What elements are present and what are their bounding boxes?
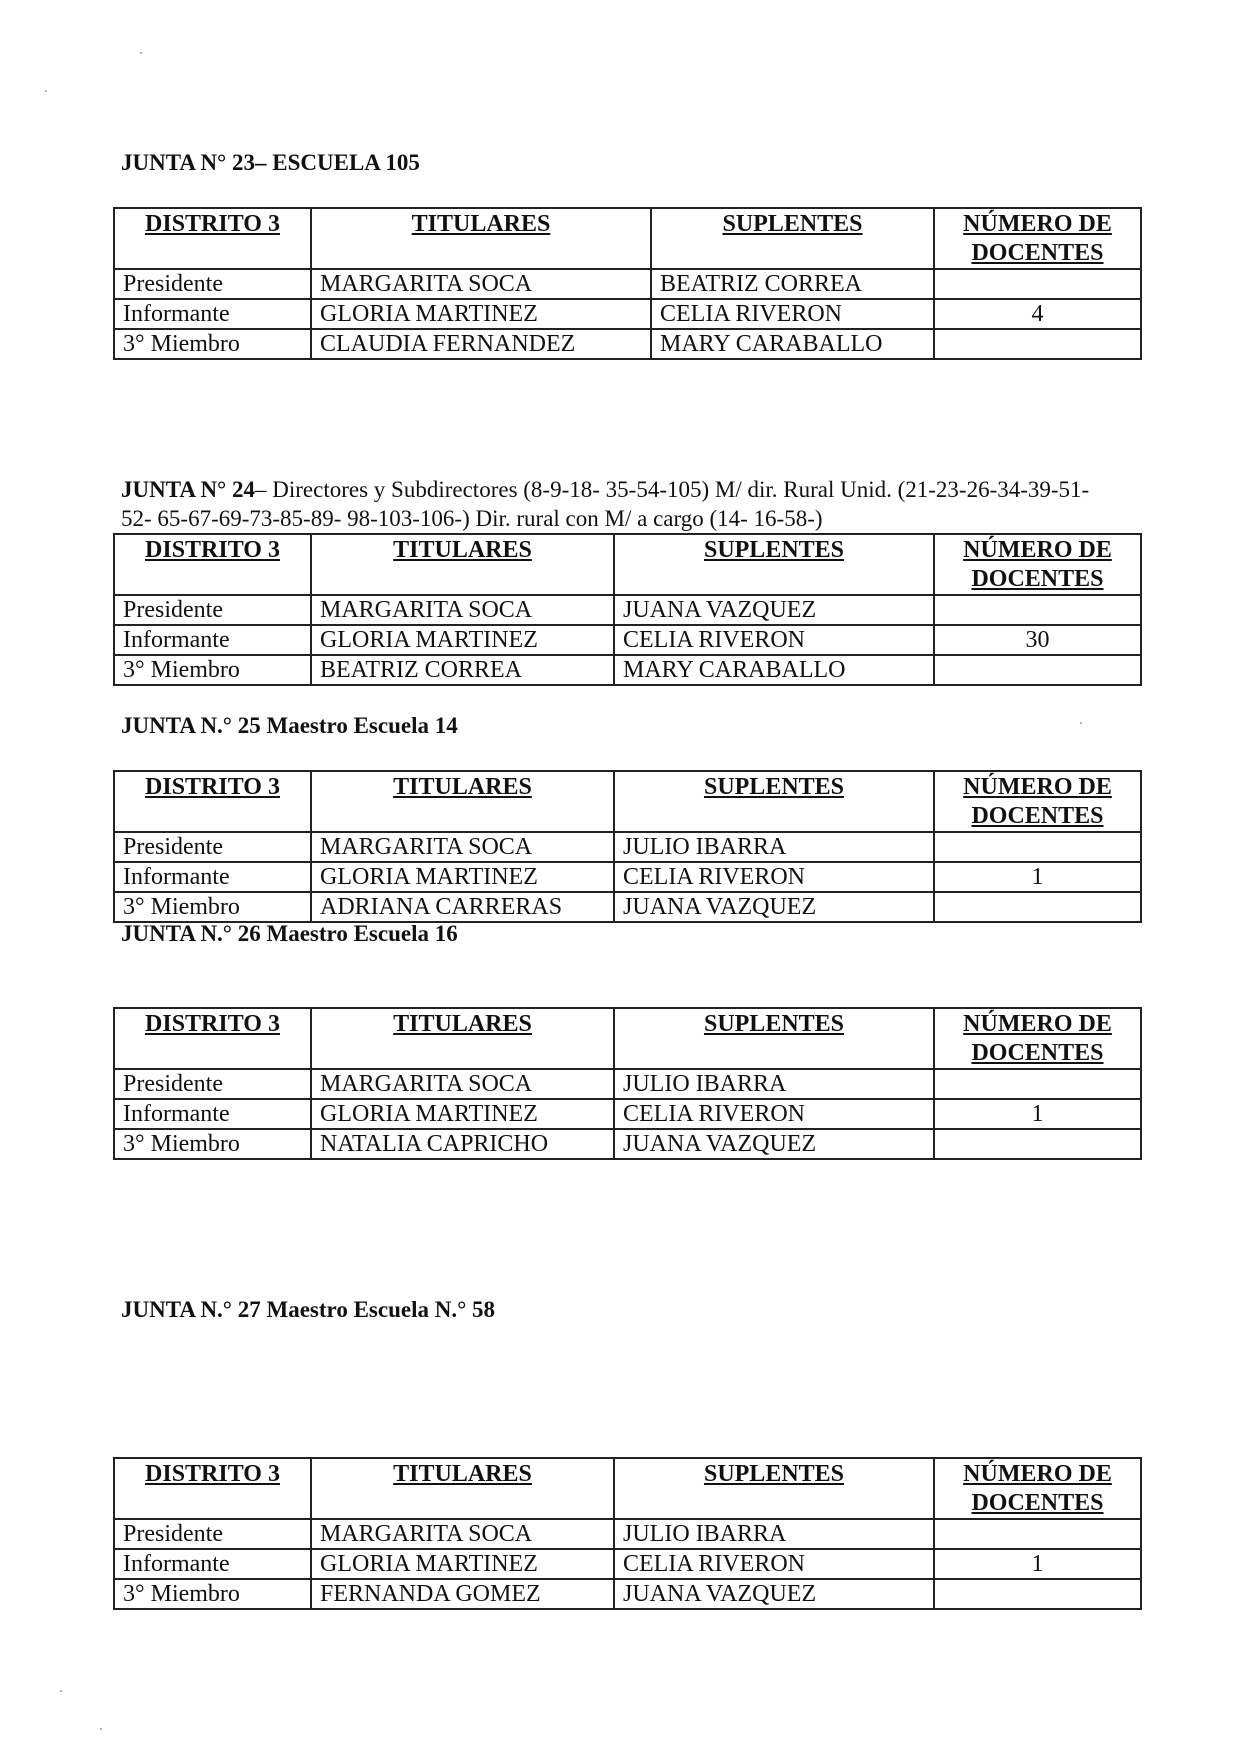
table-row <box>114 595 1141 625</box>
suplente-cell: CELIA RIVERON <box>614 1549 934 1579</box>
table-header-row <box>114 1008 1141 1069</box>
header-suplentes: SUPLENTES <box>614 534 934 595</box>
docentes-cell <box>934 892 1141 922</box>
junta-25-table <box>113 770 1142 923</box>
role-cell: Informante <box>114 862 311 892</box>
titular-cell: MARGARITA SOCA <box>311 1519 614 1549</box>
role-cell: Presidente <box>114 832 311 862</box>
header-titulares: TITULARES <box>311 1458 614 1519</box>
role-cell: Informante <box>114 1549 311 1579</box>
docentes-cell: 4 <box>934 299 1141 329</box>
docentes-cell <box>934 1519 1141 1549</box>
header-titulares: TITULARES <box>311 534 614 595</box>
junta-27-table <box>113 1457 1142 1610</box>
header-suplentes: SUPLENTES <box>614 771 934 832</box>
docentes-cell: 1 <box>934 1099 1141 1129</box>
table-header-row <box>114 771 1141 832</box>
junta-27-title-bold: JUNTA N.° 27 Maestro Escuela N.° 58 <box>121 1297 496 1322</box>
titular-cell: MARGARITA SOCA <box>311 1069 614 1099</box>
suplente-cell: CELIA RIVERON <box>651 299 934 329</box>
header-suplentes: SUPLENTES <box>614 1458 934 1519</box>
junta-27-title <box>121 1295 1121 1325</box>
suplente-cell: JUANA VAZQUEZ <box>614 1129 934 1159</box>
scan-speck <box>140 52 142 54</box>
table-row <box>114 1579 1141 1609</box>
suplente-cell: JUANA VAZQUEZ <box>614 1579 934 1609</box>
docentes-cell <box>934 1579 1141 1609</box>
junta-26-title <box>121 919 1121 949</box>
header-distrito: DISTRITO 3 <box>114 208 311 269</box>
role-cell: 3° Miembro <box>114 329 311 359</box>
role-cell: 3° Miembro <box>114 655 311 685</box>
table-header-row <box>114 534 1141 595</box>
table-row <box>114 1129 1141 1159</box>
table-row <box>114 1519 1141 1549</box>
role-cell: 3° Miembro <box>114 1129 311 1159</box>
table-row <box>114 625 1141 655</box>
titular-cell: CLAUDIA FERNANDEZ <box>311 329 651 359</box>
header-docentes: NÚMERO DE DOCENTES <box>934 1458 1141 1519</box>
scan-speck <box>1080 722 1082 724</box>
header-suplentes: SUPLENTES <box>614 1008 934 1069</box>
header-titulares: TITULARES <box>311 771 614 832</box>
suplente-cell: BEATRIZ CORREA <box>651 269 934 299</box>
junta-24-title <box>121 475 1121 533</box>
titular-cell: GLORIA MARTINEZ <box>311 625 614 655</box>
suplente-cell: MARY CARABALLO <box>614 655 934 685</box>
header-distrito: DISTRITO 3 <box>114 534 311 595</box>
header-distrito: DISTRITO 3 <box>114 1458 311 1519</box>
junta-25-title <box>121 711 1121 741</box>
titular-cell: GLORIA MARTINEZ <box>311 1549 614 1579</box>
table-row <box>114 892 1141 922</box>
titular-cell: GLORIA MARTINEZ <box>311 299 651 329</box>
suplente-cell: CELIA RIVERON <box>614 862 934 892</box>
titular-cell: GLORIA MARTINEZ <box>311 1099 614 1129</box>
role-cell: Informante <box>114 299 311 329</box>
role-cell: Presidente <box>114 269 311 299</box>
table-header-row <box>114 208 1141 269</box>
header-docentes: NÚMERO DE DOCENTES <box>934 534 1141 595</box>
scan-speck <box>100 1728 102 1730</box>
docentes-cell: 1 <box>934 1549 1141 1579</box>
scan-speck <box>45 90 47 92</box>
junta-26-title-bold: JUNTA N.° 26 Maestro Escuela 16 <box>121 921 458 946</box>
docentes-cell <box>934 329 1141 359</box>
table-row <box>114 1549 1141 1579</box>
suplente-cell: JULIO IBARRA <box>614 1519 934 1549</box>
titular-cell: MARGARITA SOCA <box>311 832 614 862</box>
header-docentes: NÚMERO DE DOCENTES <box>934 1008 1141 1069</box>
junta-23-title-bold: JUNTA N° 23– ESCUELA 105 <box>121 150 420 175</box>
table-row <box>114 269 1141 299</box>
titular-cell: ADRIANA CARRERAS <box>311 892 614 922</box>
docentes-cell <box>934 1129 1141 1159</box>
table-row <box>114 655 1141 685</box>
titular-cell: GLORIA MARTINEZ <box>311 862 614 892</box>
table-row <box>114 1099 1141 1129</box>
suplente-cell: CELIA RIVERON <box>614 625 934 655</box>
header-distrito: DISTRITO 3 <box>114 1008 311 1069</box>
table-row <box>114 832 1141 862</box>
junta-24-table <box>113 533 1142 686</box>
docentes-cell <box>934 1069 1141 1099</box>
header-suplentes: SUPLENTES <box>651 208 934 269</box>
titular-cell: BEATRIZ CORREA <box>311 655 614 685</box>
suplente-cell: JUANA VAZQUEZ <box>614 892 934 922</box>
role-cell: 3° Miembro <box>114 892 311 922</box>
role-cell: Informante <box>114 1099 311 1129</box>
header-distrito: DISTRITO 3 <box>114 771 311 832</box>
suplente-cell: JULIO IBARRA <box>614 832 934 862</box>
suplente-cell: JUANA VAZQUEZ <box>614 595 934 625</box>
junta-24-title-bold: JUNTA N° 24 <box>121 477 256 502</box>
table-row <box>114 862 1141 892</box>
junta-25-title-bold: JUNTA N.° 25 Maestro Escuela 14 <box>121 713 458 738</box>
table-row <box>114 1069 1141 1099</box>
role-cell: Informante <box>114 625 311 655</box>
titular-cell: MARGARITA SOCA <box>311 269 651 299</box>
docentes-cell <box>934 655 1141 685</box>
titular-cell: FERNANDA GOMEZ <box>311 1579 614 1609</box>
role-cell: Presidente <box>114 1519 311 1549</box>
table-row <box>114 329 1141 359</box>
docentes-cell: 30 <box>934 625 1141 655</box>
docentes-cell <box>934 832 1141 862</box>
role-cell: Presidente <box>114 1069 311 1099</box>
role-cell: 3° Miembro <box>114 1579 311 1609</box>
suplente-cell: CELIA RIVERON <box>614 1099 934 1129</box>
suplente-cell: JULIO IBARRA <box>614 1069 934 1099</box>
junta-24-title-rest: – Directores y Subdirectores (8-9-18- 35-54-105) M/ dir. Rural Unid. (21-23-26-34-39-51- 52- 65-67-69-73-85-89- 98-103-106-) Dir. rural con M/ a cargo (14- 16-58-) <box>121 477 1090 531</box>
junta-23-title <box>121 148 1121 178</box>
table-header-row <box>114 1458 1141 1519</box>
scan-speck <box>60 1690 62 1692</box>
junta-26-table <box>113 1007 1142 1160</box>
junta-23-table <box>113 207 1142 360</box>
docentes-cell: 1 <box>934 862 1141 892</box>
header-docentes: NÚMERO DE DOCENTES <box>934 771 1141 832</box>
titular-cell: NATALIA CAPRICHO <box>311 1129 614 1159</box>
suplente-cell: MARY CARABALLO <box>651 329 934 359</box>
header-titulares: TITULARES <box>311 1008 614 1069</box>
docentes-cell <box>934 595 1141 625</box>
role-cell: Presidente <box>114 595 311 625</box>
header-titulares: TITULARES <box>311 208 651 269</box>
table-row <box>114 299 1141 329</box>
docentes-cell <box>934 269 1141 299</box>
titular-cell: MARGARITA SOCA <box>311 595 614 625</box>
header-docentes: NÚMERO DE DOCENTES <box>934 208 1141 269</box>
